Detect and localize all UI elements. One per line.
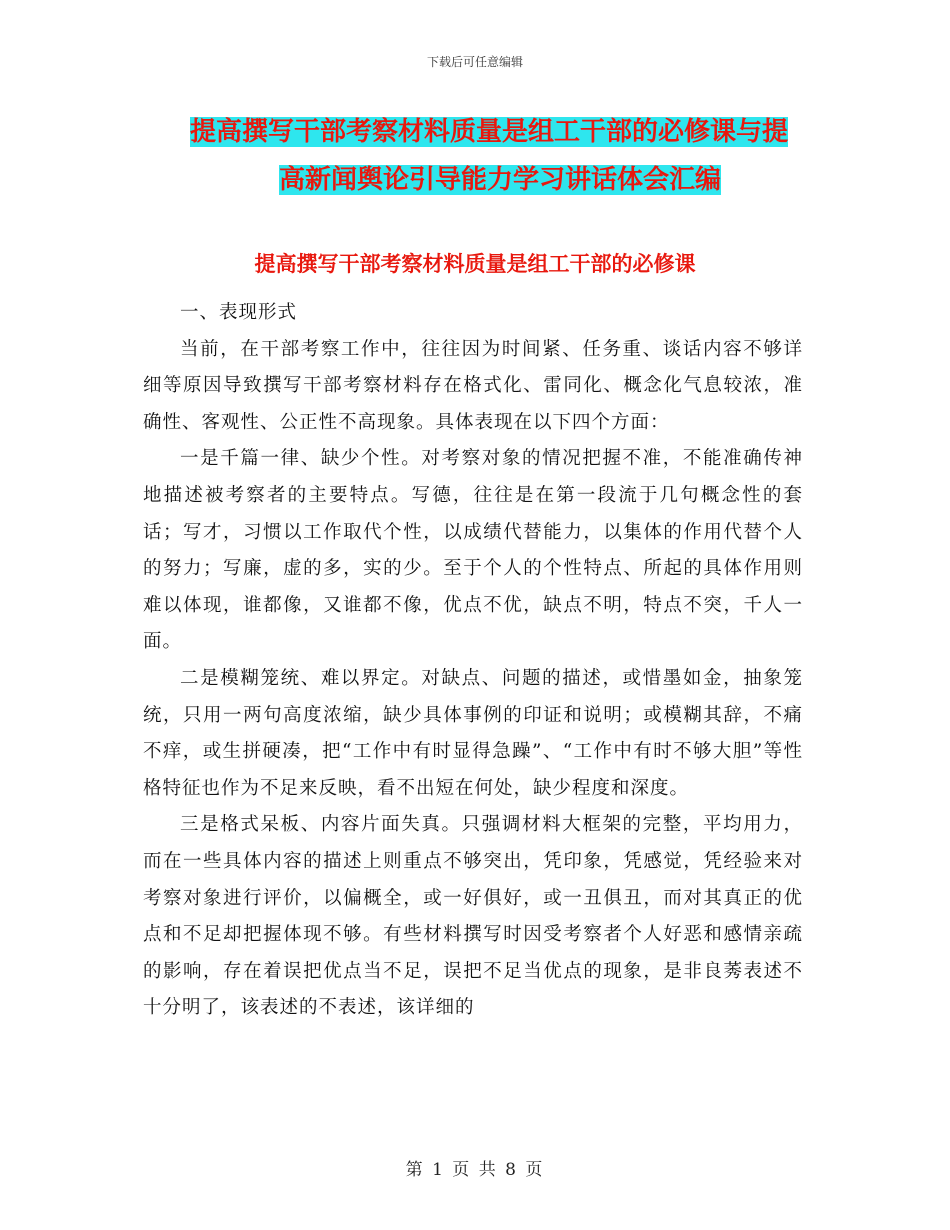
subheading-forms: 一、表现形式 [180,302,298,323]
header-note: 下载后可任意编辑 [426,55,523,69]
paragraph: 三是格式呆板、内容片面失真。只强调材料大框架的完整，平均用力，而在一些具体内容的描述上则重点不够突出，凭印象，凭感觉，凭经验来对考察对象进行评价，以偏概全，或一好俱好，或一丑俱丑，而对其真正的优点和不足却把握体现不够。有些材料撰写时因受考察者个人好恶和感情亲疏的影响，存在着误把优点当不足，误把不足当优点的现象，是非良莠表述不十分明了，该表述的不表述，该详细的 [143,814,803,1019]
title-line-1: 提高撰写干部考察材料质量是组工干部的必修课与提 [190,117,789,147]
paragraph: 当前，在干部考察工作中，往往因为时间紧、任务重、谈话内容不够详细等原因导致撰写干部考察材料存在格式化、雷同化、概念化气息较浓，准确性、客观性、公正性不高现象。具体表现在以下四个方面： [143,338,803,433]
page-number-footer: 第 1 页 共 8 页 [405,1160,545,1180]
paragraph: 二是模糊笼统、难以界定。对缺点、问题的描述，或惜墨如金，抽象笼统，只用一两句高度浓缩，缺少具体事例的印证和说明；或模糊其辞，不痛不痒，或生拼硬凑，把“工作中有时显得急躁”、“工作中有时不够大胆”等性格特征也作为不足来反映，看不出短在何处，缺少程度和深度。 [143,667,803,799]
section-title: 提高撰写干部考察材料质量是组工干部的必修课 [254,252,696,276]
body-text [143,295,803,1027]
title-line-2: 高新闻舆论引导能力学习讲话体会汇编 [278,165,721,195]
document-title [190,108,810,204]
paragraph: 一是千篇一律、缺少个性。对考察对象的情况把握不准，不能准确传神地描述被考察者的主要特点。写德，往往是在第一段流于几句概念性的套话；写才，习惯以工作取代个性，以成绩代替能力，以集体的作用代替个人的努力；写廉，虚的多，实的少。至于个人的个性特点、所起的具体作用则难以体现，谁都像，又谁都不像，优点不优，缺点不明，特点不突，千人一面。 [143,448,803,653]
